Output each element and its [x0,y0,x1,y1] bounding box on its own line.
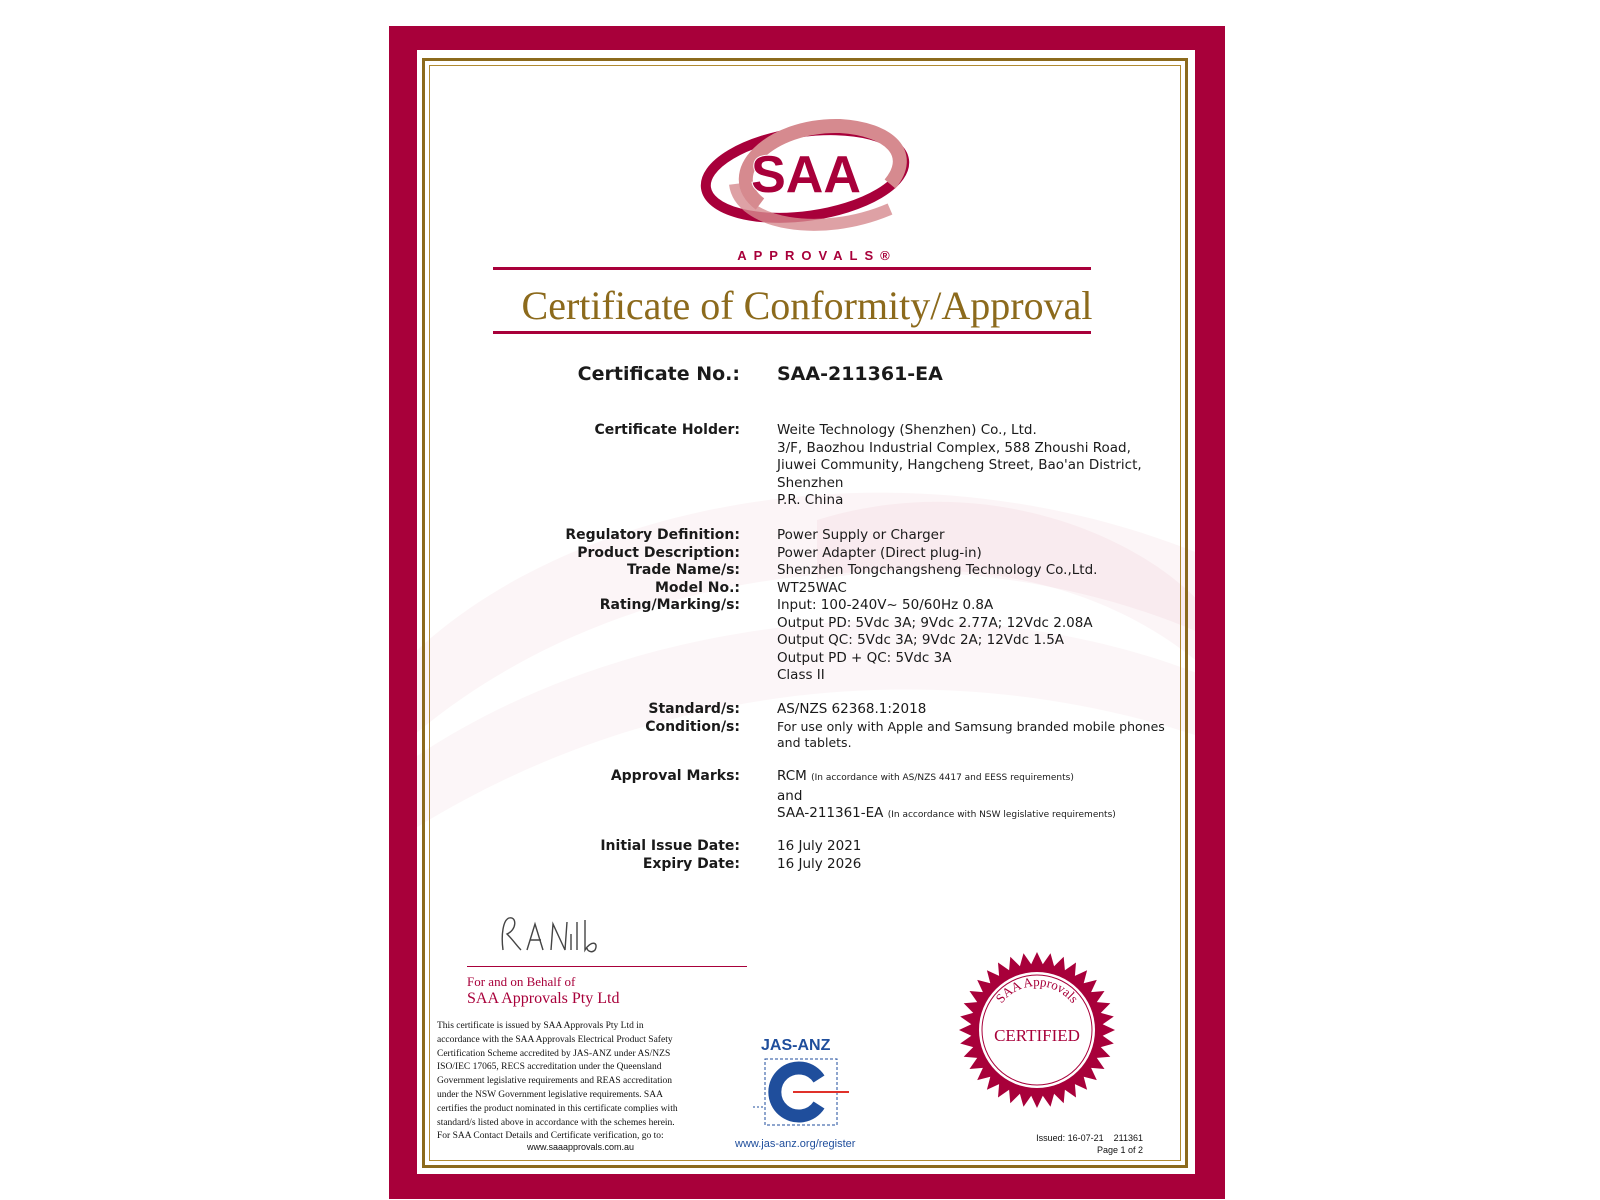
saa-note: (In accordance with NSW legislative requirements) [887,810,1116,820]
condition-line: For use only with Apple and Samsung branded mobile phones [777,719,1165,734]
rating-line: Output PD + QC: 5Vdc 3A [777,649,952,666]
condition-line: and tablets. [777,735,852,750]
regulatory-value: Power Supply or Charger [777,527,945,543]
signatory-company: SAA Approvals Pty Ltd [467,990,620,1007]
fine-print-line: standard/s listed above in accordance with the schemes herein. [437,1117,675,1128]
fine-print-line: under the NSW Government legislative requirements. SAA [437,1089,663,1100]
and-text: and [777,787,803,804]
saa-mark: SAA-211361-EA [777,805,884,821]
standard-value: AS/NZS 62368.1:2018 [777,701,927,717]
holder-value [777,422,1142,510]
holder-line: Weite Technology (Shenzhen) Co., Ltd. [777,422,1037,438]
rating-line: Output QC: 5Vdc 3A; 9Vdc 2A; 12Vdc 1.5A [777,632,1065,648]
jas-anz-logo [753,1055,849,1135]
initial-issue-label: Initial Issue Date: [600,838,740,854]
expiry-value: 16 July 2026 [777,855,862,872]
standard-label: Standard/s: [648,701,740,717]
title-rule-bottom [493,331,1091,334]
certificate-page [417,50,1195,1174]
description-label: Product Description: [577,544,740,561]
rcm-note: (In accordance with AS/NZS 4417 and EESS requirements) [811,773,1074,783]
approvals-wordmark: APPROVALS® [737,248,897,263]
holder-line: P.R. China [777,492,844,508]
title-rule-top [493,267,1091,270]
fine-print [437,1020,727,1144]
holder-line: 3/F, Baozhou Industrial Complex, 588 Zhoushi Road, [777,439,1131,456]
jas-anz-title: JAS-ANZ [761,1037,831,1054]
saa-website-link[interactable]: www.saaapprovals.com.au [527,1142,635,1152]
fine-print-line: accordance with the SAA Approvals Electrical Product Safety [437,1034,673,1045]
model-value: WT25WAC [777,579,847,596]
description-value: Power Adapter (Direct plug-in) [777,544,982,561]
condition-value [777,719,1165,751]
seal-label: CERTIFIED [994,1026,1080,1045]
rcm-mark: RCM [777,768,807,784]
rating-value [777,597,1093,685]
approval-marks-value [777,768,1116,825]
page-number: Page 1 of 2 [1096,1145,1143,1155]
certified-seal [957,950,1117,1110]
certificate-no-value: SAA-211361-EA [777,363,943,385]
rating-line: Input: 100-240V~ 50/60Hz 0.8A [777,597,994,613]
fine-print-line: certifies the product nominated in this certificate complies with [437,1103,678,1114]
signature-line [467,966,747,967]
model-label: Model No.: [655,579,740,596]
jas-anz-link[interactable]: www.jas-anz.org/register [735,1138,856,1150]
fine-print-line: Certification Scheme accredited by JAS-ANZ under AS/NZS [437,1048,671,1059]
approval-marks-label: Approval Marks: [610,768,740,784]
rating-line: Class II [777,667,825,683]
expiry-label: Expiry Date: [642,855,740,872]
fine-print-line: Government legislative requirements and REAS accreditation [437,1076,673,1087]
behalf-text: For and on Behalf of [467,974,576,989]
logo-text: SAA [751,146,861,204]
certificate-border [389,26,1225,1199]
trade-name-value: Shenzhen Tongchangsheng Technology Co.,Ltd. [777,562,1098,578]
holder-label: Certificate Holder: [594,422,740,438]
signature [495,910,605,960]
certificate-no-label: Certificate No.: [577,363,740,385]
issue-info [1036,1132,1143,1156]
fine-print-line: ISO/IEC 17065, RECS accreditation under the Queensland [437,1062,662,1073]
seal-arc-text: SAA Approvals [992,973,1082,1006]
condition-label: Condition/s: [645,719,740,735]
trade-name-label: Trade Name/s: [626,562,740,578]
initial-issue-value: 16 July 2021 [777,838,862,854]
regulatory-label: Regulatory Definition: [565,527,740,543]
holder-line: Jiuwei Community, Hangcheng Street, Bao'an District, [777,457,1142,473]
rating-label: Rating/Marking/s: [599,597,740,613]
fine-print-line: For SAA Contact Details and Certificate verification, go to: [437,1131,664,1142]
saa-logo [700,114,920,244]
holder-line: Shenzhen [777,474,844,491]
issued-line: Issued: 16-07-21 211361 [1036,1133,1143,1143]
rating-line: Output PD: 5Vdc 3A; 9Vdc 2.77A; 12Vdc 2.08A [777,614,1093,631]
page-title: Certificate of Conformity/Approval [521,283,1093,328]
fine-print-line: This certificate is issued by SAA Approvals Pty Ltd in [437,1021,644,1031]
